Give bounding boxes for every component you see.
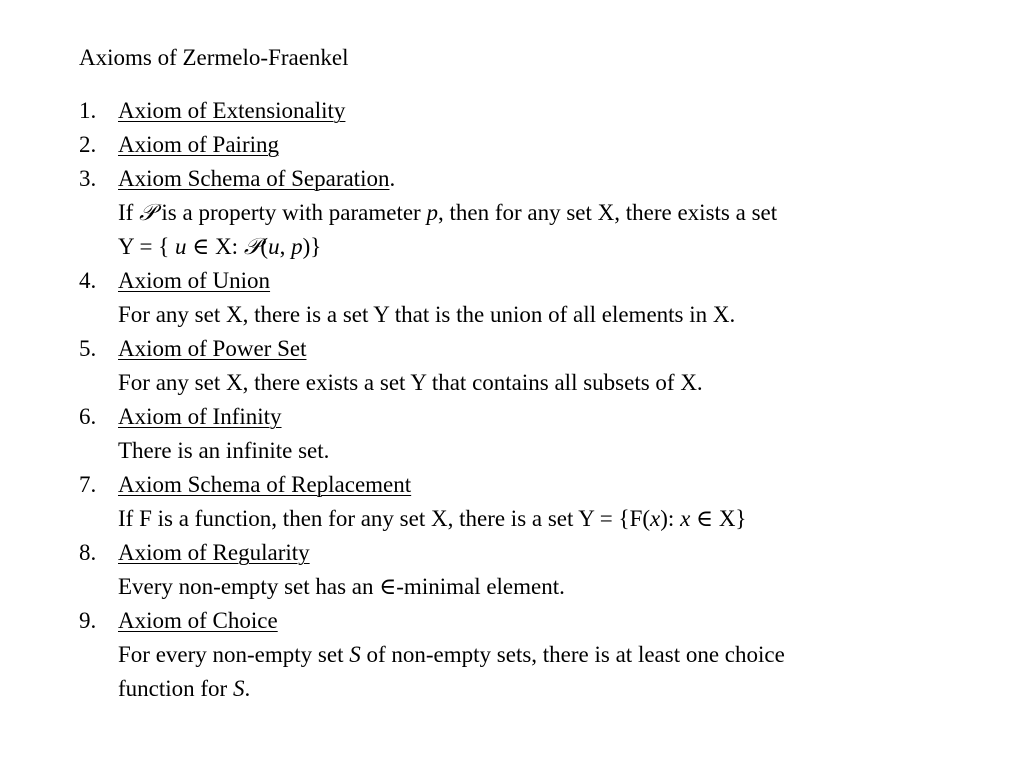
axiom-item-choice [79,604,979,706]
variable-x: x [650,506,661,531]
axiom-description: For any set X, there is a set Y that is the union of all elements in X. [118,302,736,327]
axiom-item-replacement [79,468,979,536]
element-of-icon: ∈ [696,506,714,531]
axiom-description [118,638,979,672]
desc-text: X} [718,506,747,531]
axiom-number: 3. [79,166,97,191]
variable-x: x [680,506,691,531]
desc-text: X: [209,234,244,259]
axiom-name-link[interactable]: Axiom of Extensionality [118,98,346,123]
desc-text: ( [260,234,269,259]
axiom-name-link[interactable]: Axiom Schema of Replacement [118,472,412,497]
variable-u: u [175,234,187,259]
axiom-item-infinity [79,400,979,468]
slide-page [79,41,979,706]
desc-text: -minimal element. [396,574,565,599]
page-title: Axioms of Zermelo-Fraenkel [79,45,349,70]
axiom-number: 5. [79,336,97,361]
axiom-item-separation [79,162,979,264]
axiom-list [79,94,979,706]
axiom-item-power-set [79,332,979,400]
axiom-item-extensionality [79,94,979,128]
axiom-number: 1. [79,98,97,123]
axiom-description: For any set X, there exists a set Y that contains all subsets of X. [118,370,703,395]
desc-text: of non-empty sets, there is at least one choice [360,642,785,667]
axiom-name-link[interactable]: Axiom of Regularity [118,540,310,565]
axiom-number: 9. [79,608,97,633]
desc-text: If F is a function, then for any set X, there is a set Y = {F( [118,506,651,531]
property-symbol-icon: 𝒫 [243,234,261,259]
axiom-number: 6. [79,404,97,429]
axiom-set-definition [118,230,979,264]
axiom-item-union [79,264,979,332]
desc-text: ): [660,506,681,531]
set-s: S [232,676,245,701]
axiom-name-suffix: . [389,166,396,191]
axiom-description-line2 [118,672,979,706]
set-s: S [349,642,361,667]
element-of-icon: ∈ [379,574,397,599]
desc-text: is a property with parameter [155,200,427,225]
desc-text: Y = { [118,234,176,259]
axiom-name-link[interactable]: Axiom of Pairing [118,132,279,157]
desc-text: , then for any set X, there exists a set [437,200,778,225]
variable-u: u [268,234,280,259]
axiom-name-link[interactable]: Axiom of Choice [118,608,278,633]
axiom-number: 7. [79,472,97,497]
desc-text: , [279,234,292,259]
element-of-icon: ∈ [192,234,210,259]
axiom-name-link[interactable]: Axiom Schema of Separation [118,166,390,191]
property-symbol-icon: 𝒫 [139,200,156,225]
axiom-name-link[interactable]: Axiom of Infinity [118,404,282,429]
axiom-description [118,196,979,230]
axiom-description: There is an infinite set. [118,438,330,463]
axiom-item-regularity [79,536,979,604]
axiom-number: 4. [79,268,97,293]
desc-text: If [118,200,140,225]
axiom-item-pairing [79,128,979,162]
desc-text: )} [302,234,322,259]
parameter-p: p [291,234,303,259]
desc-text: For every non-empty set [118,642,350,667]
axiom-number: 2. [79,132,97,157]
desc-text: Every non-empty set has an [118,574,380,599]
axiom-name-link[interactable]: Axiom of Union [118,268,271,293]
axiom-number: 8. [79,540,97,565]
axiom-description [118,570,979,604]
axiom-description [118,502,979,536]
desc-text: . [244,676,251,701]
parameter-p: p [426,200,438,225]
desc-text: function for [118,676,233,701]
axiom-name-link[interactable]: Axiom of Power Set [118,336,307,361]
